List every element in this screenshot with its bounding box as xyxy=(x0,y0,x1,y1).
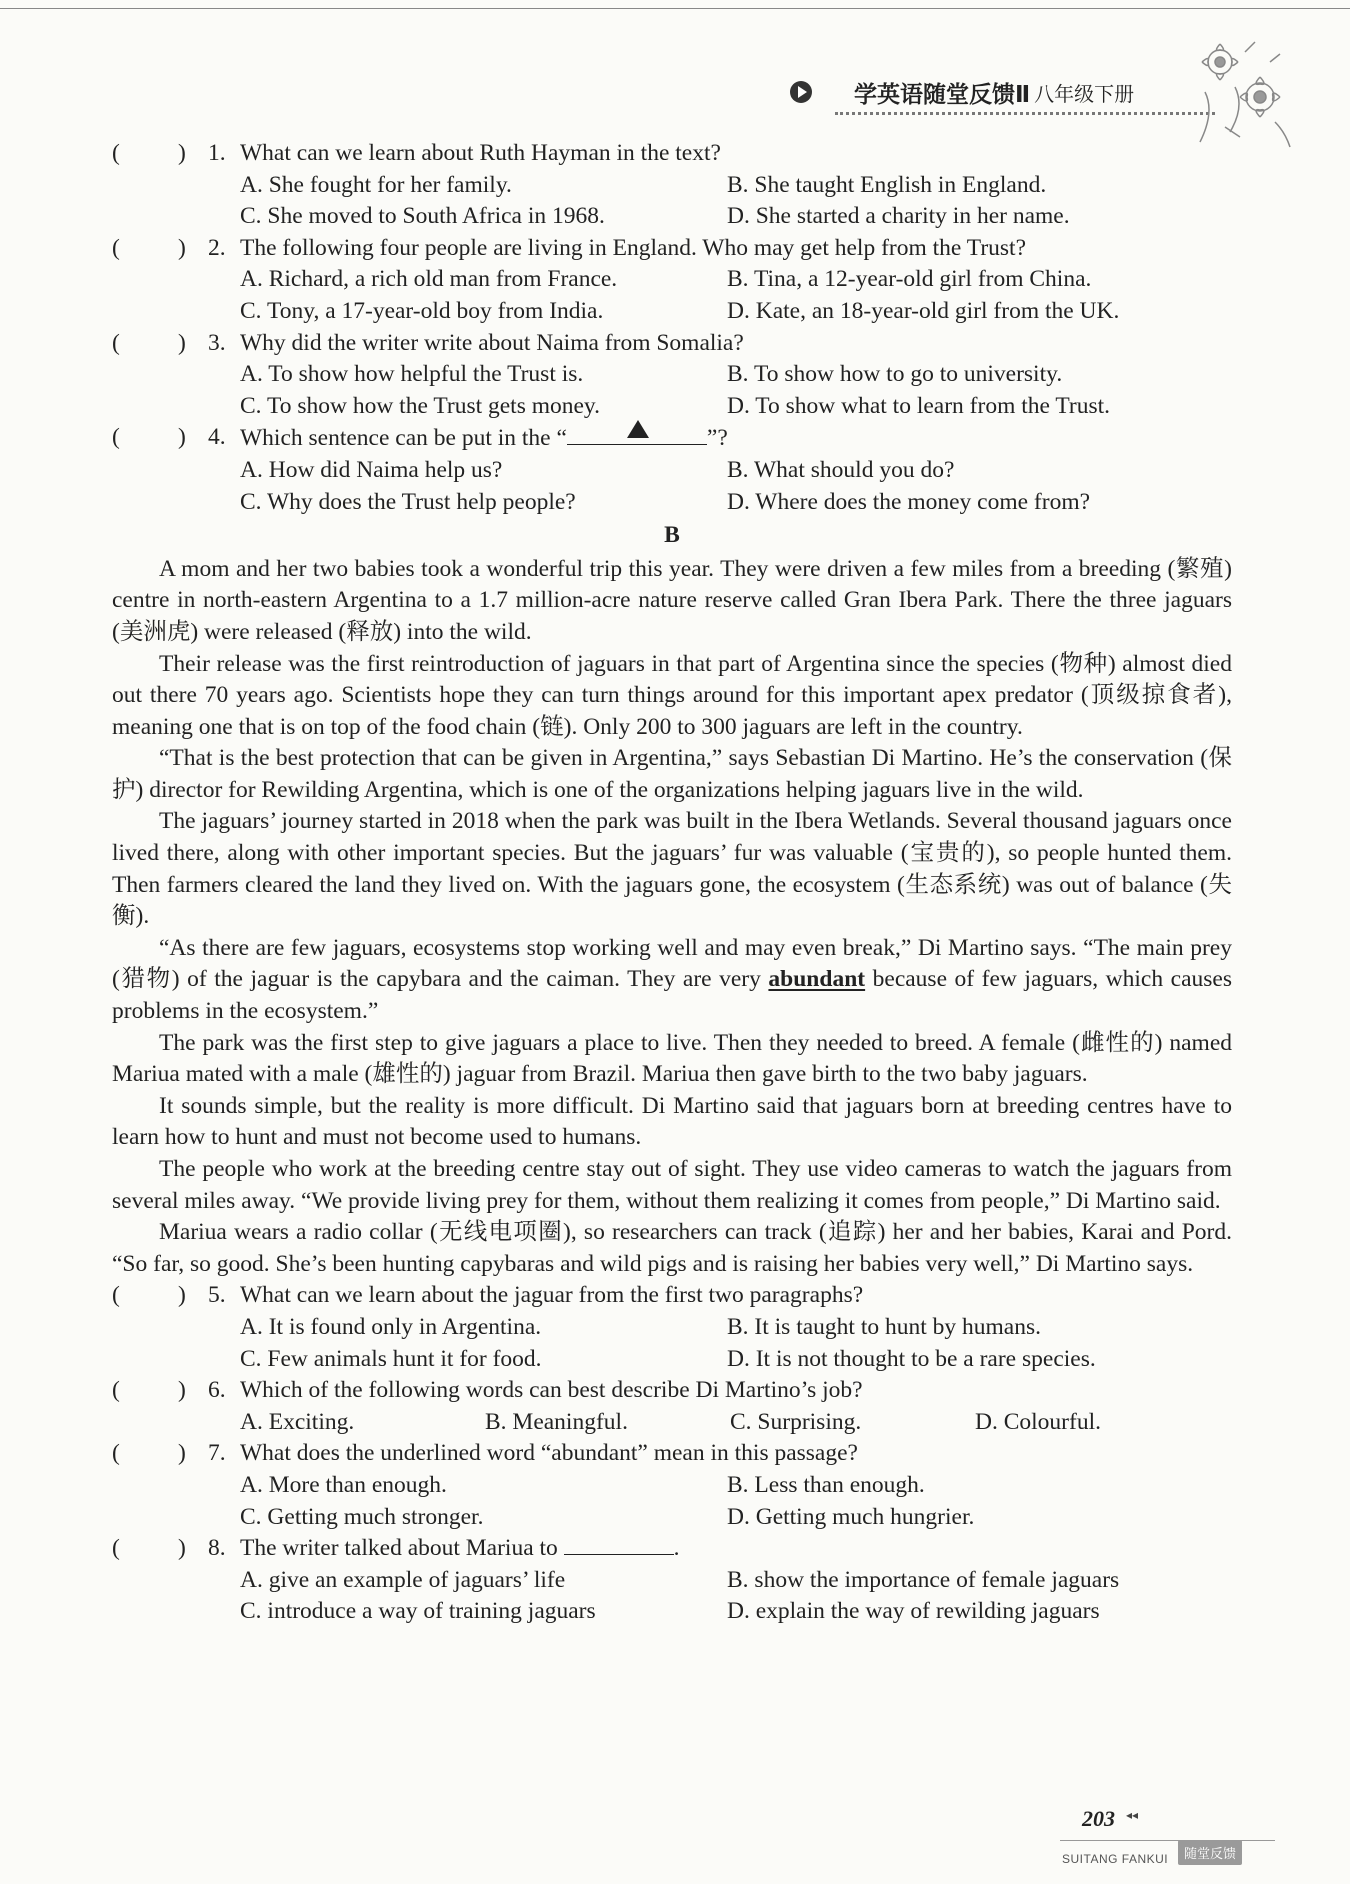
option-d: D. Where does the money come from? xyxy=(727,488,1091,515)
passage-paragraph-9: Mariua wears a radio collar (无线电项圈), so researchers can track (追踪) her and her babies, Karai and Pord. “So far, so good. She’s been hunting capybaras and wild pigs and is raising her babies very well,” Di Martino says. xyxy=(112,1219,1232,1277)
option-b: B. Tina, a 12-year-old girl from China. xyxy=(727,266,1092,293)
question-4-options xyxy=(112,455,1232,518)
answer-paren-open: ( xyxy=(112,1535,120,1562)
page-header xyxy=(790,74,1230,110)
paragraph-5-after: because of few jaguars, which causes problems in the ecosystem.” xyxy=(112,966,1232,1025)
play-circle-icon xyxy=(790,81,812,103)
option-b: B. What should you do? xyxy=(727,456,955,483)
question-3 xyxy=(112,328,1232,360)
underlined-word-abundant: abundant xyxy=(768,966,866,993)
question-stem: What can we learn about the jaguar from the first two paragraphs? xyxy=(240,1282,864,1309)
passage-paragraph-6: The park was the first step to give jaguars a place to live. Then they needed to breed. A female (雌性的) named Mariua mated with a male (雄性的) jaguar from Brazil. Mariua then gave birth to the two baby jaguars. xyxy=(112,1029,1232,1088)
question-number: 2. xyxy=(208,234,226,261)
question-stem-before: Which sentence can be put in the “ xyxy=(240,425,567,452)
question-stem-after: ”? xyxy=(706,425,728,452)
option-d: D. To show what to learn from the Trust. xyxy=(727,392,1111,419)
option-a: A. More than enough. xyxy=(240,1471,447,1498)
question-stem: What does the underlined word “abundant” mean in this passage? xyxy=(240,1440,858,1467)
answer-paren-open: ( xyxy=(112,1440,120,1467)
option-c: C. She moved to South Africa in 1968. xyxy=(240,203,605,230)
option-c: C. introduce a way of training jaguars xyxy=(240,1598,596,1625)
option-a: A. To show how helpful the Trust is. xyxy=(240,361,584,388)
answer-blank xyxy=(564,1534,674,1555)
passage-paragraph-2: Their release was the first reintroduction of jaguars in that part of Argentina since the species (物种) almost died out there 70 years ago. Scientists hope they can turn things around for this important apex predator (顶级掠食者), meaning one that is on top of the food chain (链). Only 200 to 300 jaguars are left in the country. xyxy=(112,650,1232,740)
option-d: D. She started a charity in her name. xyxy=(727,203,1070,230)
question-stem: Why did the writer write about Naima from Somalia? xyxy=(240,329,744,356)
option-a: A. Exciting. xyxy=(240,1408,355,1435)
answer-paren-open: ( xyxy=(112,424,120,451)
question-2 xyxy=(112,233,1232,265)
question-stem-after: . xyxy=(673,1535,680,1562)
passage-paragraph-5 xyxy=(112,933,1232,1028)
top-rule xyxy=(0,8,1350,9)
option-a: A. It is found only in Argentina. xyxy=(240,1313,542,1340)
footer-english-label: SUITANG FANKUI xyxy=(1062,1852,1169,1866)
question-5 xyxy=(112,1280,1232,1312)
answer-paren-open: ( xyxy=(112,1282,120,1309)
answer-paren-close: ) xyxy=(178,234,186,261)
question-stem: The following four people are living in England. Who may get help from the Trust? xyxy=(240,234,1027,261)
question-2-options xyxy=(112,264,1232,327)
question-1-options xyxy=(112,170,1232,233)
answer-paren-open: ( xyxy=(112,140,120,166)
answer-paren-close: ) xyxy=(178,424,186,451)
question-number: 7. xyxy=(208,1440,226,1467)
option-b: B. show the importance of female jaguars xyxy=(727,1566,1120,1593)
flower-decoration-icon xyxy=(1185,32,1295,152)
answer-paren-open: ( xyxy=(112,234,120,261)
answer-paren-close: ) xyxy=(178,329,186,356)
question-number: 5. xyxy=(208,1282,226,1309)
passage-paragraph-4: The jaguars’ journey started in 2018 when the park was built in the Ibera Wetlands. Several thousand jaguars once lived there, along with other important species. But the jaguars’ fur was valuable (宝贵的), so people hunted them. Then farmers cleared the land they lived on. With the jaguars gone, the ecosystem (生态系统) was out of balance (失衡). xyxy=(112,808,1232,930)
option-b: B. To show how to go to university. xyxy=(727,361,1063,388)
option-c: C. Surprising. xyxy=(730,1408,862,1435)
triangle-icon xyxy=(627,420,649,438)
option-d: D. Getting much hungrier. xyxy=(727,1503,975,1530)
header-subtitle: 八年级下册 xyxy=(1034,81,1135,106)
question-7-options xyxy=(112,1470,1232,1533)
option-a: A. She fought for her family. xyxy=(240,171,512,198)
triangle-blank xyxy=(567,422,707,445)
option-b: B. It is taught to hunt by humans. xyxy=(727,1313,1041,1340)
question-6-options xyxy=(112,1407,1232,1439)
question-7 xyxy=(112,1438,1232,1470)
option-d: D. Colourful. xyxy=(975,1408,1101,1435)
passage-paragraph-7: It sounds simple, but the reality is more difficult. Di Martino said that jaguars born at breeding centres have to learn how to hunt and must not become used to humans. xyxy=(112,1092,1232,1151)
option-c: C. Getting much stronger. xyxy=(240,1503,484,1530)
question-number: 6. xyxy=(208,1377,226,1404)
footer-divider xyxy=(1060,1840,1275,1841)
question-stem: Which of the following words can best describe Di Martino’s job? xyxy=(240,1377,863,1404)
option-a: A. Richard, a rich old man from France. xyxy=(240,266,618,293)
option-c: C. Tony, a 17-year-old boy from India. xyxy=(240,297,604,324)
answer-paren-close: ) xyxy=(178,1282,186,1309)
option-c: C. To show how the Trust gets money. xyxy=(240,392,601,419)
answer-paren-close: ) xyxy=(178,1535,186,1562)
passage-paragraph-1: A mom and her two babies took a wonderful trip this year. They were driven a few miles from a breeding (繁殖) centre in north-eastern Argentina to a 1.7 million-acre nature reserve called Gran Ibera Park. There the three jaguars (美洲虎) were released (释放) into the wild. xyxy=(112,555,1232,645)
section-heading-b: B xyxy=(664,522,680,549)
question-4 xyxy=(112,422,1232,455)
option-b: B. Meaningful. xyxy=(485,1408,628,1435)
question-8-options xyxy=(112,1565,1232,1628)
question-6 xyxy=(112,1375,1232,1407)
question-stem-before: The writer talked about Mariua to xyxy=(240,1535,564,1562)
passage-paragraph-8: The people who work at the breeding centre stay out of sight. They use video cameras to watch the jaguars from several miles away. “We provide living prey for them, without them realizing it comes from people,” Di Martino said. xyxy=(112,1156,1232,1214)
question-number: 3. xyxy=(208,329,226,356)
answer-paren-close: ) xyxy=(178,1377,186,1404)
content-area xyxy=(112,138,1232,1628)
question-8 xyxy=(112,1533,1232,1565)
page-number: 203 xyxy=(1082,1806,1115,1831)
header-title: 学英语随堂反馈Ⅱ xyxy=(854,81,1031,108)
question-stem: What can we learn about Ruth Hayman in the text? xyxy=(240,140,721,166)
paragraph-5-before: “As there are few jaguars, ecosystems stop working well and may even break,” Di Martino says. “The main prey (猎物) of the jaguar is the capybara and the caiman. They are very xyxy=(112,934,1232,993)
option-a: A. give an example of jaguars’ life xyxy=(240,1566,566,1593)
question-3-options xyxy=(112,359,1232,422)
question-number: 1. xyxy=(208,140,226,166)
question-1 xyxy=(112,138,1232,170)
page-arrows-icon: ◂◂ xyxy=(1126,1808,1139,1822)
answer-paren-close: ) xyxy=(178,140,186,166)
option-d: D. It is not thought to be a rare species. xyxy=(727,1345,1096,1372)
question-number: 4. xyxy=(208,424,226,451)
answer-paren-open: ( xyxy=(112,329,120,356)
footer-badge: 随堂反馈 xyxy=(1178,1840,1242,1865)
option-b: B. Less than enough. xyxy=(727,1471,925,1498)
header-dotted-divider xyxy=(835,112,1215,115)
question-number: 8. xyxy=(208,1535,226,1562)
question-5-options xyxy=(112,1312,1232,1375)
answer-paren-open: ( xyxy=(112,1377,120,1404)
option-d: D. Kate, an 18-year-old girl from the UK. xyxy=(727,297,1120,324)
option-c: C. Why does the Trust help people? xyxy=(240,488,576,515)
option-a: A. How did Naima help us? xyxy=(240,456,503,483)
passage-paragraph-3: “That is the best protection that can be given in Argentina,” says Sebastian Di Martino. He’s the conservation (保护) director for Rewilding Argentina, which is one of the organizations helping jaguars live in the wild. xyxy=(112,745,1232,803)
option-c: C. Few animals hunt it for food. xyxy=(240,1345,542,1372)
answer-paren-close: ) xyxy=(178,1440,186,1467)
option-b: B. She taught English in England. xyxy=(727,171,1047,198)
option-d: D. explain the way of rewilding jaguars xyxy=(727,1598,1100,1625)
